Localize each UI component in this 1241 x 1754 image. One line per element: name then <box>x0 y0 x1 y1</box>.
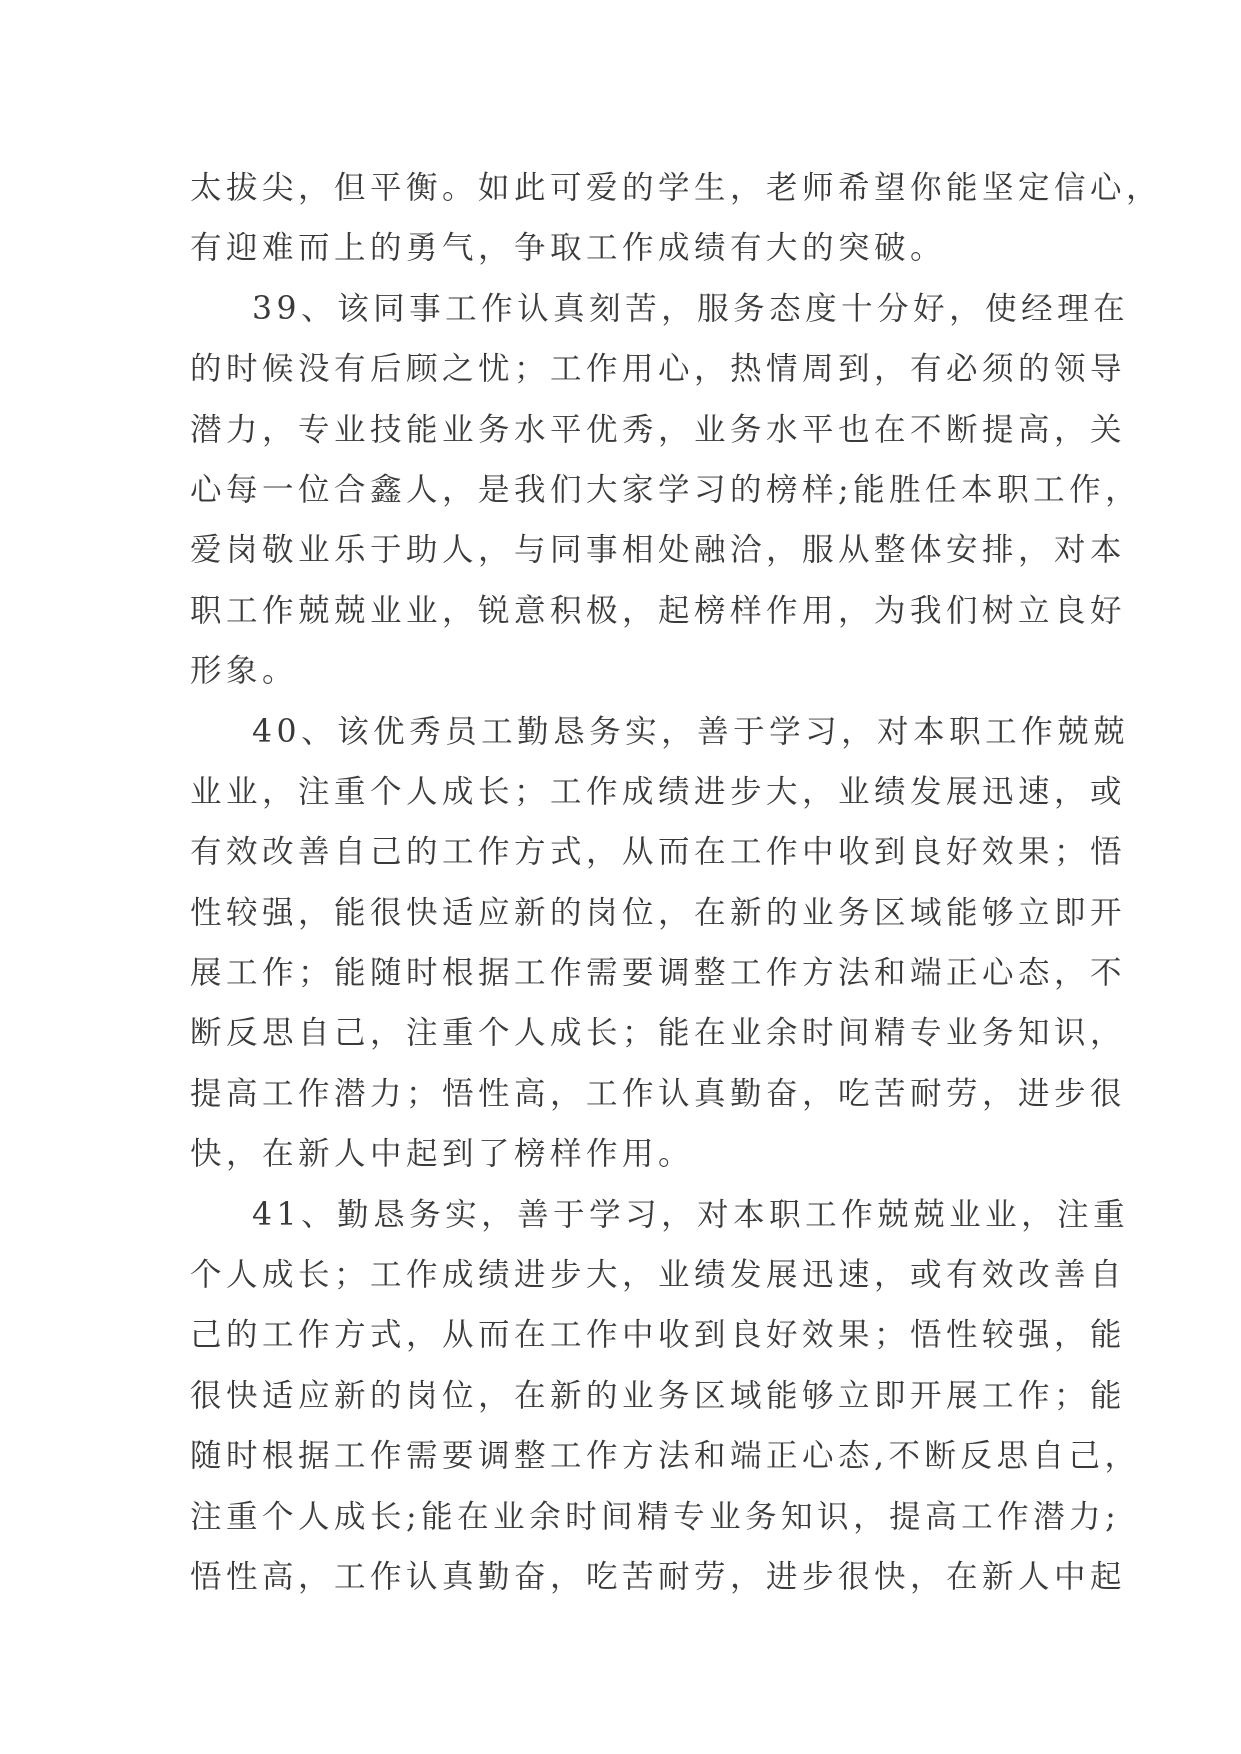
text-line: 心每一位合鑫人，是我们大家学习的榜样;能胜任本职工作， <box>190 471 1142 508</box>
text-line: 提高工作潜力；悟性高，工作认真勤奋，吃苦耐劳，进步很 <box>190 1075 1127 1112</box>
text-line: 己的工作方式，从而在工作中收到良好效果；悟性较强，能 <box>190 1317 1127 1354</box>
text-line: 爱岗敬业乐于助人，与同事相处融洽，服从整体安排，对本 <box>190 532 1127 569</box>
text-line: 的时候没有后顾之忧；工作用心，热情周到，有必须的领导 <box>190 351 1127 388</box>
text-line: 很快适应新的岗位，在新的业务区域能够立即开展工作；能 <box>190 1377 1127 1414</box>
text-line: 随时根据工作需要调整工作方法和端正心态,不断反思自己， <box>190 1438 1141 1475</box>
text-line: 形象。 <box>190 653 299 690</box>
paragraph-start-line: 40、该优秀员工勤恳务实，善于学习，对本职工作兢兢 <box>252 713 1130 750</box>
text-line: 断反思自己，注重个人成长；能在业余时间精专业务知识， <box>190 1015 1127 1052</box>
text-line: 太拔尖，但平衡。如此可爱的学生，老师希望你能坚定信心， <box>190 170 1163 206</box>
text-line: 注重个人成长;能在业余时间精专业务知识，提高工作潜力; <box>190 1498 1121 1535</box>
body-text <box>190 158 1163 1607</box>
text-line: 职工作兢兢业业，锐意积极，起榜样作用，为我们树立良好 <box>190 592 1127 629</box>
text-line: 快，在新人中起到了榜样作用。 <box>190 1136 695 1173</box>
text-line: 业业，注重个人成长；工作成绩进步大，业绩发展迅速，或 <box>190 773 1127 810</box>
text-line: 有迎难而上的勇气，争取工作成绩有大的突破。 <box>190 230 947 267</box>
paragraph-start-line: 39、该同事工作认真刻苦，服务态度十分好，使经理在 <box>252 290 1130 327</box>
text-line: 性较强，能很快适应新的岗位，在新的业务区域能够立即开 <box>190 894 1127 931</box>
text-line: 有效改善自己的工作方式，从而在工作中收到良好效果；悟 <box>190 834 1127 871</box>
paragraph-start-line: 41、勤恳务实，善于学习，对本职工作兢兢业业，注重 <box>252 1196 1130 1233</box>
text-line: 悟性高，工作认真勤奋，吃苦耐劳，进步很快，在新人中起 <box>190 1558 1127 1595</box>
text-line: 个人成长；工作成绩进步大，业绩发展迅速，或有效改善自 <box>190 1257 1127 1294</box>
text-line: 展工作；能随时根据工作需要调整工作方法和端正心态，不 <box>190 955 1127 992</box>
text-line: 潜力，专业技能业务水平优秀，业务水平也在不断提高，关 <box>190 411 1127 448</box>
